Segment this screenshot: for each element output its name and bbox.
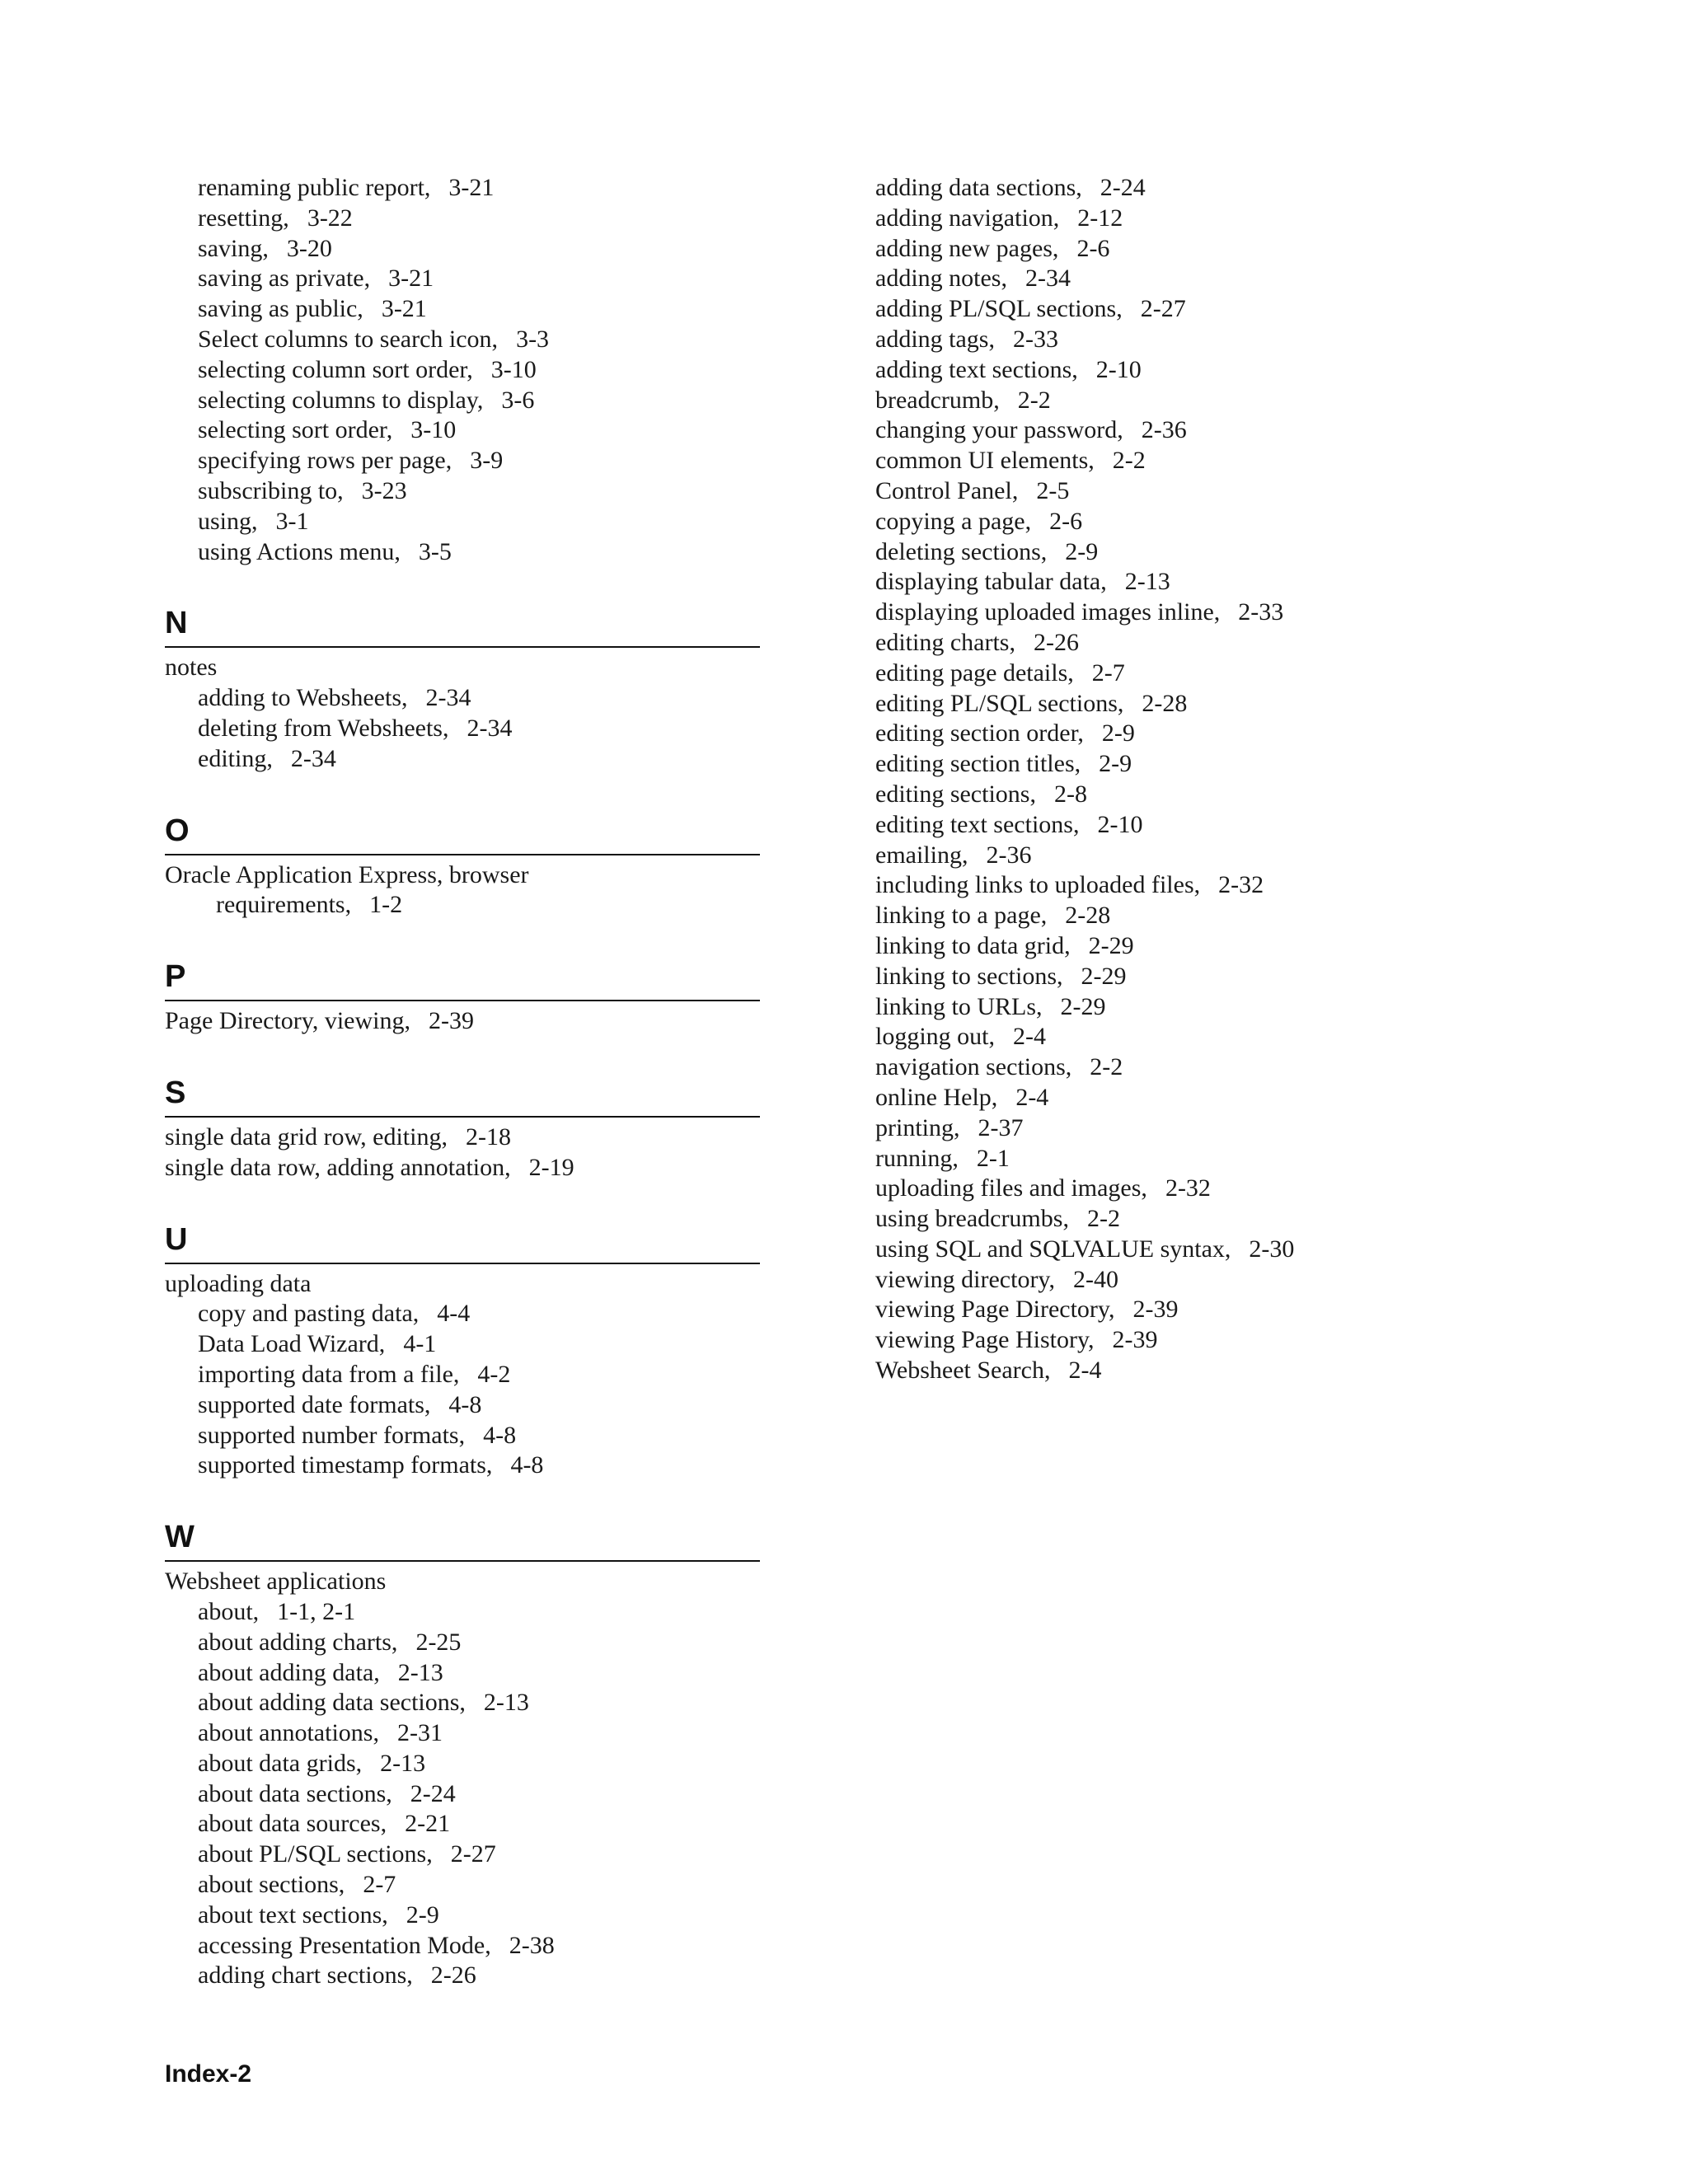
index-entry-page-ref[interactable]: 1-2	[369, 891, 403, 919]
index-entry-term: linking to URLs,	[875, 992, 1043, 1020]
index-letter-heading: W	[165, 1519, 760, 1562]
index-column-right	[875, 173, 1617, 1386]
index-entry-term: editing sections,	[875, 780, 1036, 808]
index-entry-term: editing section order,	[875, 719, 1084, 748]
index-entry	[165, 1329, 760, 1360]
index-entry-term: including links to uploaded files,	[875, 871, 1201, 899]
index-entry	[875, 537, 1617, 568]
index-entry-term: Data Load Wizard,	[198, 1330, 386, 1358]
index-entry-term: adding to Websheets,	[198, 684, 408, 712]
index-entry-page-ref[interactable]: 4-1	[403, 1330, 437, 1358]
index-entry-term: editing section titles,	[875, 750, 1081, 778]
index-entry-term: resetting,	[198, 204, 289, 232]
index-entry-term: Select columns to search icon,	[198, 325, 499, 353]
index-entry-term: about adding data sections,	[198, 1689, 466, 1717]
index-entry-term: viewing directory,	[875, 1265, 1055, 1293]
index-entry-term: about text sections,	[198, 1900, 388, 1929]
index-entry-term: editing PL/SQL sections,	[875, 689, 1124, 717]
index-entry-page-ref[interactable]: 2-10	[1095, 355, 1142, 383]
index-entry-term: adding tags,	[875, 325, 995, 353]
index-entry-term: adding data sections,	[875, 174, 1082, 201]
index-entry	[875, 1204, 1617, 1235]
index-entry-term: displaying tabular data,	[875, 568, 1107, 596]
index-entry	[165, 1658, 760, 1689]
index-entry-page-ref[interactable]: 2-13	[1124, 568, 1170, 596]
index-entry-term: editing,	[198, 744, 273, 772]
index-entry-page-ref[interactable]: 4-8	[510, 1451, 544, 1479]
index-entry-term: navigation sections,	[875, 1053, 1072, 1081]
index-entry-term: adding notes,	[875, 265, 1007, 293]
index-entry	[875, 810, 1617, 841]
index-entry	[875, 1356, 1617, 1386]
index-entry-page-ref[interactable]: 2-25	[415, 1628, 462, 1656]
index-entry-page-ref[interactable]: 2-9	[406, 1900, 439, 1929]
index-entry-term: selecting columns to display,	[198, 386, 484, 414]
index-entry-page-ref[interactable]: 2-39	[1112, 1326, 1158, 1354]
index-entry-term: single data row, adding annotation,	[165, 1153, 511, 1181]
index-entry	[165, 386, 760, 416]
index-entry-page-ref[interactable]: 2-24	[1100, 174, 1146, 201]
index-entry-page-ref[interactable]: 2-2	[1112, 447, 1146, 475]
index-entry	[165, 1006, 760, 1037]
index-entry	[875, 628, 1617, 658]
index-entry	[875, 1144, 1617, 1174]
index-entry-page-ref[interactable]: 2-7	[363, 1871, 396, 1899]
index-entry-page-ref[interactable]: 2-13	[380, 1749, 426, 1777]
index-entry	[875, 294, 1617, 325]
index-entry-term: adding navigation,	[875, 204, 1060, 232]
index-entry-term: printing,	[875, 1113, 960, 1141]
index-entry	[875, 1265, 1617, 1296]
index-entry	[165, 890, 760, 921]
index-entry-page-ref[interactable]: 2-4	[1015, 1083, 1049, 1111]
index-entry	[165, 1870, 760, 1900]
index-entry	[165, 1421, 760, 1451]
index-entry	[165, 294, 760, 325]
index-entry-term: breadcrumb,	[875, 386, 1000, 414]
index-entry-term: Page Directory, viewing,	[165, 1007, 410, 1035]
index-entry-page-ref[interactable]: 2-32	[1218, 871, 1264, 899]
index-entry	[875, 1052, 1617, 1083]
index-entry-term: importing data from a file,	[198, 1360, 460, 1388]
index-entry-page-ref[interactable]: 2-40	[1072, 1265, 1118, 1293]
index-entry-page-ref[interactable]: 2-31	[396, 1719, 443, 1747]
index-entry-page-ref[interactable]: 2-13	[483, 1689, 529, 1717]
index-entry-term: adding text sections,	[875, 355, 1078, 383]
index-entry-page-ref[interactable]: 2-10	[1097, 810, 1143, 838]
index-entry	[165, 1900, 760, 1931]
index-entry	[875, 992, 1617, 1023]
index-entry-page-ref[interactable]: 2-33	[1012, 325, 1058, 353]
index-entry-term: supported timestamp formats,	[198, 1451, 493, 1479]
index-entry-term: saving as private,	[198, 265, 371, 293]
index-entry	[165, 1718, 760, 1749]
index-entry	[875, 1325, 1617, 1356]
index-entry-page-ref[interactable]: 2-21	[405, 1810, 451, 1838]
index-entry-page-ref[interactable]: 2-29	[1088, 931, 1134, 959]
index-entry	[165, 1779, 760, 1810]
index-entry-term: using SQL and SQLVALUE syntax,	[875, 1235, 1231, 1263]
index-entry-page-ref[interactable]: 4-4	[437, 1300, 471, 1328]
index-entry	[875, 1235, 1617, 1265]
index-entry-term: selecting sort order,	[198, 416, 393, 444]
index-entry-term: emailing,	[875, 841, 968, 869]
index-entry-term: uploading data	[165, 1269, 312, 1297]
index-entry-page-ref[interactable]: 2-6	[1049, 507, 1083, 535]
index-entry	[165, 860, 760, 891]
index-entry	[165, 1390, 760, 1421]
index-entry-term: linking to sections,	[875, 962, 1063, 990]
index-entry-term: single data grid row, editing,	[165, 1122, 448, 1151]
index-entry-term: about annotations,	[198, 1719, 379, 1747]
index-entry-term: online Help,	[875, 1083, 998, 1111]
index-entry-term: requirements,	[216, 891, 352, 919]
index-entry-page-ref[interactable]: 2-26	[430, 1961, 476, 1990]
index-entry	[875, 658, 1617, 689]
index-entry-page-ref[interactable]: 2-39	[428, 1007, 474, 1035]
index-entry	[875, 386, 1617, 416]
index-entry-page-ref[interactable]: 2-4	[1068, 1357, 1102, 1385]
index-entry-page-ref[interactable]: 2-9	[1065, 537, 1099, 565]
index-entry-page-ref[interactable]: 2-4	[1013, 1023, 1047, 1051]
index-entry-page-ref[interactable]: 2-5	[1036, 476, 1070, 504]
index-entry	[875, 1083, 1617, 1113]
index-entry	[875, 780, 1617, 810]
index-entry	[165, 1840, 760, 1870]
index-entry-term: adding PL/SQL sections,	[875, 295, 1123, 323]
index-entry-page-ref[interactable]: 2-34	[1025, 265, 1071, 293]
index-entry-term: displaying uploaded images inline,	[875, 598, 1221, 626]
index-entry	[875, 264, 1617, 294]
index-entry-page-ref[interactable]: 2-2	[1090, 1053, 1123, 1081]
index-entry	[875, 507, 1617, 537]
index-entry	[875, 204, 1617, 234]
page-number-footer: Index-2	[165, 2060, 252, 2088]
index-entry-page-ref[interactable]: 2-33	[1238, 598, 1284, 626]
index-entry	[165, 1153, 760, 1183]
index-entry-page-ref[interactable]: 3-20	[286, 234, 332, 262]
index-entry-page-ref[interactable]: 4-8	[483, 1421, 517, 1449]
index-entry-page-ref[interactable]: 3-1	[275, 507, 309, 535]
index-entry	[875, 598, 1617, 628]
index-entry	[165, 1688, 760, 1718]
index-entry	[875, 901, 1617, 931]
index-entry-term: deleting from Websheets,	[198, 714, 449, 742]
index-entry-page-ref[interactable]: 2-32	[1165, 1174, 1211, 1202]
index-entry	[165, 415, 760, 446]
index-entry-page-ref[interactable]: 2-29	[1081, 962, 1127, 990]
index-entry-page-ref[interactable]: 3-9	[470, 447, 504, 475]
index-entry-page-ref[interactable]: 2-28	[1142, 689, 1188, 717]
index-entry-term: running,	[875, 1144, 959, 1172]
index-entry	[875, 689, 1617, 719]
index-entry	[165, 744, 760, 775]
index-entry-term: Control Panel,	[875, 476, 1019, 504]
index-entry-page-ref[interactable]: 2-19	[528, 1153, 574, 1181]
index-entry-page-ref[interactable]: 3-21	[381, 295, 427, 323]
index-entry-term: viewing Page Directory,	[875, 1296, 1115, 1324]
index-letter-heading: O	[165, 813, 760, 855]
index-entry	[165, 1961, 760, 1991]
index-entry-page-ref[interactable]: 3-22	[307, 204, 353, 232]
index-entry-page-ref[interactable]: 3-10	[410, 416, 457, 444]
index-entry-page-ref[interactable]: 2-2	[1017, 386, 1051, 414]
index-entry	[165, 1269, 760, 1300]
index-letter-heading: U	[165, 1221, 760, 1264]
index-letter-heading: S	[165, 1075, 760, 1118]
index-entry	[165, 683, 760, 714]
index-entry-term: saving as public,	[198, 295, 363, 323]
index-entry-page-ref[interactable]: 2-27	[1140, 295, 1186, 323]
index-entry-page-ref[interactable]: 1-1, 2-1	[277, 1597, 356, 1625]
index-entry	[875, 749, 1617, 780]
index-entry-page-ref[interactable]: 3-5	[418, 537, 452, 565]
index-entry-term: linking to a page,	[875, 902, 1048, 930]
index-entry-page-ref[interactable]: 2-34	[425, 684, 471, 712]
index-entry	[875, 841, 1617, 871]
index-letter-heading: N	[165, 605, 760, 648]
index-entry	[165, 325, 760, 355]
index-entry	[165, 173, 760, 204]
index-entry	[165, 446, 760, 476]
index-entry	[165, 204, 760, 234]
index-entry-page-ref[interactable]: 2-39	[1132, 1296, 1179, 1324]
index-entry-page-ref[interactable]: 2-6	[1076, 234, 1110, 262]
index-entry-page-ref[interactable]: 2-36	[986, 841, 1032, 869]
index-entry	[165, 355, 760, 386]
index-entry-term: specifying rows per page,	[198, 447, 452, 475]
index-entry-page-ref[interactable]: 2-12	[1077, 204, 1123, 232]
index-entry-page-ref[interactable]: 3-23	[361, 476, 407, 504]
index-entry-page-ref[interactable]: 2-27	[450, 1840, 496, 1868]
index-entry	[875, 476, 1617, 507]
index-entry	[875, 719, 1617, 749]
index-entry-page-ref[interactable]: 2-1	[976, 1144, 1010, 1172]
index-entry	[875, 567, 1617, 598]
index-entry-term: selecting column sort order,	[198, 355, 473, 383]
index-entry-term: deleting sections,	[875, 537, 1048, 565]
index-entry	[875, 1174, 1617, 1204]
index-entry-page-ref[interactable]: 2-29	[1060, 992, 1106, 1020]
index-entry-term: subscribing to,	[198, 476, 344, 504]
index-entry-term: supported number formats,	[198, 1421, 466, 1449]
index-entry-term: editing charts,	[875, 628, 1015, 656]
index-entry-page-ref[interactable]: 2-2	[1086, 1205, 1120, 1233]
index-entry	[875, 1295, 1617, 1325]
index-entry-term: about data grids,	[198, 1749, 363, 1777]
index-entry-term: about sections,	[198, 1871, 345, 1899]
index-entry-page-ref[interactable]: 4-2	[477, 1360, 511, 1388]
index-entry	[165, 1597, 760, 1628]
index-entry-page-ref[interactable]: 3-21	[448, 174, 495, 201]
index-entry	[165, 507, 760, 537]
index-entry-term: about,	[198, 1597, 260, 1625]
index-entry-term: viewing Page History,	[875, 1326, 1095, 1354]
index-entry	[165, 1299, 760, 1329]
index-entry-page-ref[interactable]: 2-9	[1101, 719, 1135, 748]
index-entry-term: editing page details,	[875, 658, 1074, 687]
index-entry-page-ref[interactable]: 2-34	[290, 744, 336, 772]
index-entry-term: renaming public report,	[198, 174, 431, 201]
index-entry-term: linking to data grid,	[875, 931, 1071, 959]
index-entry	[875, 325, 1617, 355]
index-entry-page-ref[interactable]: 2-7	[1091, 658, 1125, 687]
index-entry-term: using,	[198, 507, 258, 535]
index-entry	[875, 355, 1617, 386]
index-entry	[165, 1451, 760, 1481]
index-entry	[165, 264, 760, 294]
index-entry	[875, 1113, 1617, 1144]
index-entry-term: copy and pasting data,	[198, 1300, 420, 1328]
index-entry-term: Websheet applications	[165, 1568, 387, 1596]
index-entry-term: Websheet Search,	[875, 1357, 1051, 1385]
index-entry	[875, 931, 1617, 962]
index-entry-term: supported date formats,	[198, 1390, 431, 1418]
index-entry-term: about adding data,	[198, 1658, 380, 1686]
index-entry-term: notes	[165, 654, 218, 682]
index-entry	[165, 1122, 760, 1153]
index-entry-page-ref[interactable]: 3-10	[490, 355, 537, 383]
index-entry-term: accessing Presentation Mode,	[198, 1931, 491, 1959]
index-column-left	[165, 173, 760, 1991]
index-entry-term: adding chart sections,	[198, 1961, 413, 1990]
index-entry-term: common UI elements,	[875, 447, 1095, 475]
index-entry-term: about PL/SQL sections,	[198, 1840, 433, 1868]
index-entry-page-ref[interactable]: 2-24	[410, 1779, 456, 1807]
index-entry	[165, 1809, 760, 1840]
index-entry	[875, 1022, 1617, 1052]
index-entry	[165, 234, 760, 265]
index-entry	[165, 476, 760, 507]
index-entry-page-ref[interactable]: 2-30	[1249, 1235, 1295, 1263]
index-entry-term: about data sections,	[198, 1779, 392, 1807]
index-entry-term: logging out,	[875, 1023, 996, 1051]
index-entry	[875, 446, 1617, 476]
index-entry	[165, 1749, 760, 1779]
index-entry-term: saving,	[198, 234, 269, 262]
index-entry-page-ref[interactable]: 2-34	[467, 714, 513, 742]
index-entry-page-ref[interactable]: 3-3	[516, 325, 550, 353]
index-entry-term: uploading files and images,	[875, 1174, 1147, 1202]
index-entry	[165, 1567, 760, 1597]
index-entry	[875, 415, 1617, 446]
index-entry	[875, 234, 1617, 265]
index-entry-page-ref[interactable]: 2-36	[1141, 416, 1187, 444]
index-entry-term: about data sources,	[198, 1810, 387, 1838]
index-entry-term: Oracle Application Express, browser	[165, 860, 529, 888]
index-entry-page-ref[interactable]: 2-26	[1033, 628, 1079, 656]
index-entry-page-ref[interactable]: 4-8	[448, 1390, 482, 1418]
index-entry	[165, 1628, 760, 1658]
index-entry	[875, 173, 1617, 204]
index-entry	[165, 1931, 760, 1961]
index-entry-page-ref[interactable]: 2-38	[509, 1931, 555, 1959]
index-entry-term: adding new pages,	[875, 234, 1059, 262]
index-entry-page-ref[interactable]: 3-21	[388, 265, 434, 293]
index-entry-page-ref[interactable]: 2-8	[1053, 780, 1087, 808]
index-entry	[875, 870, 1617, 901]
index-entry-page-ref[interactable]: 2-37	[978, 1113, 1024, 1141]
index-entry	[165, 714, 760, 744]
index-entry	[165, 537, 760, 568]
index-entry-term: editing text sections,	[875, 810, 1080, 838]
index-entry-page-ref[interactable]: 2-9	[1099, 750, 1132, 778]
index-entry-term: changing your password,	[875, 416, 1123, 444]
index-entry-term: copying a page,	[875, 507, 1032, 535]
index-entry-page-ref[interactable]: 2-18	[465, 1122, 511, 1151]
index-entry-page-ref[interactable]: 2-13	[397, 1658, 443, 1686]
index-entry-term: about adding charts,	[198, 1628, 398, 1656]
index-letter-heading: P	[165, 958, 760, 1001]
index-entry-term: using Actions menu,	[198, 537, 401, 565]
index-entry	[875, 962, 1617, 992]
index-entry-page-ref[interactable]: 3-6	[501, 386, 535, 414]
index-entry	[165, 1360, 760, 1390]
index-entry-term: using breadcrumbs,	[875, 1205, 1069, 1233]
index-entry	[165, 653, 760, 683]
index-entry-page-ref[interactable]: 2-28	[1065, 902, 1111, 930]
